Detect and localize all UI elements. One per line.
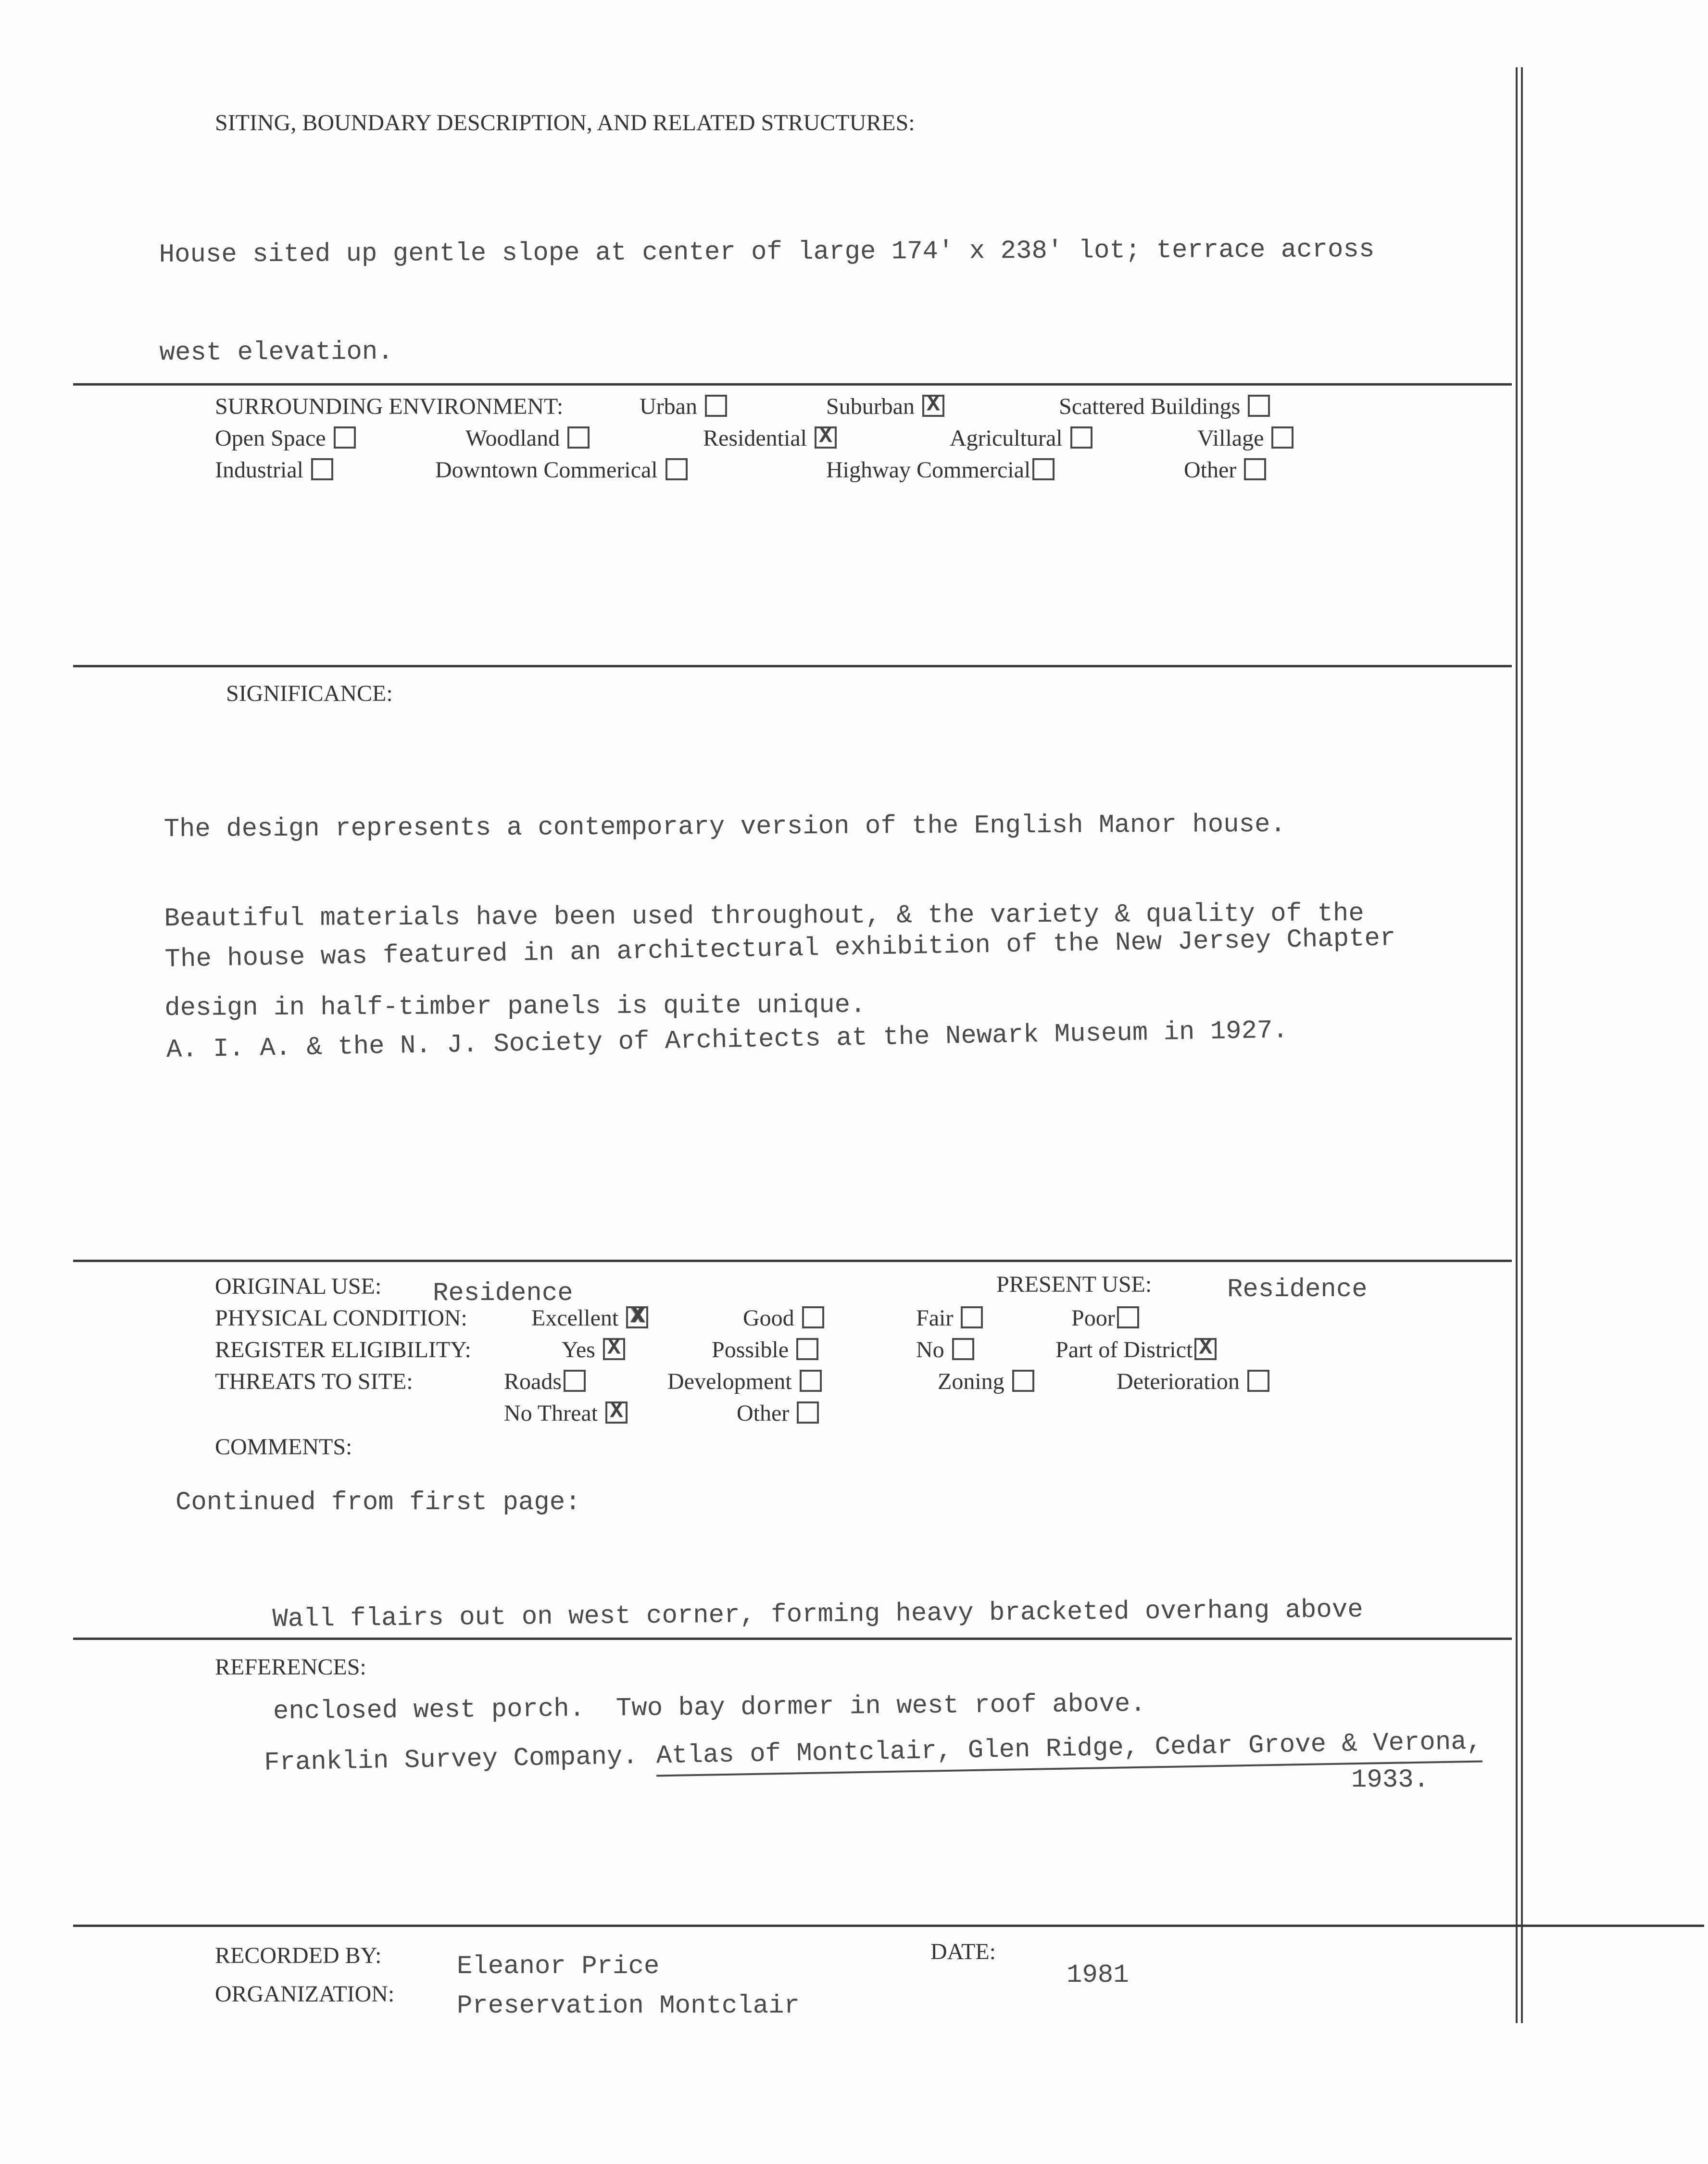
- condition-checkmark-excellent: X: [630, 1303, 644, 1329]
- env-option-suburban: [826, 393, 944, 420]
- recorded-by-value: Eleanor Price: [457, 1952, 660, 1981]
- present-use-label: PRESENT USE:: [996, 1272, 1152, 1297]
- env-checkbox-industrial[interactable]: [311, 458, 333, 480]
- condition-checkbox-poor[interactable]: [1117, 1306, 1139, 1328]
- register-eligibility-label: REGISTER ELIGIBILITY:: [215, 1337, 471, 1363]
- env-checkbox-highway-commercial[interactable]: [1032, 458, 1055, 480]
- eligibility-option-possible: [712, 1337, 818, 1363]
- eligibility-option-possible-label: Possible: [712, 1337, 789, 1363]
- env-option-woodland-label: Woodland: [465, 425, 560, 451]
- section-divider-1: [73, 383, 1512, 386]
- original-use-value: Residence: [433, 1279, 573, 1308]
- eligibility-checkbox-part-of-district[interactable]: [1194, 1335, 1217, 1361]
- condition-option-good: [743, 1305, 824, 1331]
- section-divider-2: [73, 665, 1512, 667]
- comments-line-2: enclosed west porch. Two bay dormer in west roof above.: [273, 1689, 1146, 1726]
- env-option-highway-commercial-label: Highway Commercial: [826, 457, 1031, 483]
- condition-option-fair-label: Fair: [916, 1305, 954, 1331]
- env-checkbox-woodland[interactable]: [567, 426, 590, 449]
- reference-author: Franklin Survey Company.: [264, 1742, 639, 1778]
- env-option-urban: [640, 393, 727, 420]
- env-checkbox-other[interactable]: [1244, 458, 1266, 480]
- env-checkbox-open-space[interactable]: [334, 426, 356, 449]
- eligibility-option-no-label: No: [916, 1337, 944, 1363]
- siting-section-heading: SITING, BOUNDARY DESCRIPTION, AND RELATED STRUCTURES:: [215, 110, 915, 136]
- threat-checkbox-other[interactable]: [797, 1401, 819, 1424]
- condition-option-fair: [916, 1305, 983, 1331]
- threat-checkbox-zoning[interactable]: [1012, 1370, 1034, 1392]
- env-option-woodland: [465, 425, 590, 451]
- condition-option-poor: [1071, 1305, 1139, 1331]
- eligibility-checkmark-yes: X: [607, 1335, 621, 1361]
- significance-paragraph-2: [163, 864, 1398, 1125]
- threat-option-no-threat: [504, 1400, 628, 1426]
- env-option-urban-label: Urban: [640, 394, 697, 419]
- env-option-scattered-buildings-label: Scattered Buildings: [1059, 394, 1241, 419]
- threat-checkbox-development[interactable]: [800, 1370, 822, 1392]
- env-option-suburban-label: Suburban: [826, 394, 915, 419]
- significance-p1-line-2: Beautiful materials have been used throughout, & the variety & quality of the: [164, 899, 1364, 934]
- env-checkbox-agricultural[interactable]: [1070, 426, 1093, 449]
- env-option-other: [1184, 457, 1266, 483]
- condition-checkbox-fair[interactable]: [961, 1306, 983, 1328]
- threat-checkbox-roads[interactable]: [564, 1370, 586, 1392]
- organization-label: ORGANIZATION:: [215, 1981, 395, 2007]
- env-option-open-space: [215, 425, 356, 451]
- threat-checkbox-no-threat[interactable]: [605, 1401, 628, 1424]
- siting-text-line-1: House sited up gentle slope at center of large 174' x 238' lot; terrace across: [159, 235, 1375, 270]
- date-value: 1981: [1067, 1961, 1129, 1990]
- threat-checkmark-no-threat: X: [610, 1399, 623, 1424]
- env-option-open-space-label: Open Space: [215, 425, 326, 451]
- env-option-downtown-commercial: [435, 457, 688, 483]
- env-option-scattered-buildings: [1059, 393, 1270, 420]
- env-option-industrial-label: Industrial: [215, 457, 303, 483]
- significance-p2-line-1: The house was featured in an architectural exhibition of the New Jersey Chapter: [164, 924, 1396, 975]
- env-option-agricultural: [950, 425, 1093, 451]
- reference-title: Atlas of Montclair, Glen Ridge, Cedar Grove & Verona,: [656, 1727, 1482, 1777]
- reference-year: 1933.: [1351, 1765, 1430, 1795]
- env-option-village-label: Village: [1197, 425, 1264, 451]
- env-option-residential-label: Residential: [703, 425, 807, 451]
- condition-option-good-label: Good: [743, 1305, 794, 1331]
- section-divider-3: [73, 1260, 1512, 1262]
- env-option-industrial: [215, 457, 333, 483]
- condition-option-excellent-label: Excellent: [531, 1305, 619, 1331]
- significance-p1-line-3: design in half-timber panels is quite unique.: [164, 990, 866, 1023]
- eligibility-option-no: [916, 1337, 974, 1363]
- date-label: DATE:: [930, 1939, 996, 1964]
- references-heading: REFERENCES:: [215, 1654, 366, 1680]
- siting-text: [159, 172, 1375, 432]
- threat-option-no-threat-label: No Threat: [504, 1401, 598, 1426]
- recorded-by-label: RECORDED BY:: [215, 1943, 382, 1968]
- right-double-rule: [1516, 67, 1523, 2023]
- present-use-value: Residence: [1227, 1275, 1368, 1304]
- env-checkbox-suburban[interactable]: [922, 392, 944, 417]
- threat-option-zoning-label: Zoning: [938, 1369, 1005, 1394]
- eligibility-option-part-of-district-label: Part of District: [1055, 1337, 1193, 1363]
- eligibility-checkbox-yes[interactable]: [603, 1335, 625, 1361]
- env-option-highway-commercial: [826, 457, 1055, 483]
- eligibility-checkmark-part-of-district: X: [1199, 1335, 1213, 1361]
- condition-option-excellent: [531, 1305, 648, 1331]
- comments-line-1: Wall flairs out on west corner, forming heavy bracketed overhang above: [272, 1595, 1363, 1634]
- physical-condition-label: PHYSICAL CONDITION:: [215, 1305, 467, 1331]
- organization-value: Preservation Montclair: [457, 1991, 800, 2021]
- eligibility-option-yes: [562, 1337, 625, 1363]
- env-checkbox-village[interactable]: [1271, 426, 1294, 449]
- threat-option-roads: [504, 1368, 586, 1395]
- eligibility-checkbox-possible[interactable]: [796, 1338, 818, 1360]
- comments-label: COMMENTS:: [215, 1434, 352, 1460]
- significance-heading: SIGNIFICANCE:: [226, 681, 393, 706]
- section-divider-4: [73, 1638, 1512, 1640]
- env-checkmark-suburban: X: [927, 392, 940, 417]
- env-option-village: [1197, 425, 1294, 451]
- significance-p2-line-2: A. I. A. & the N. J. Society of Architects at the Newark Museum in 1927.: [166, 1016, 1289, 1065]
- threat-option-zoning: [938, 1368, 1034, 1395]
- threat-option-development-label: Development: [667, 1369, 792, 1394]
- env-option-downtown-commercial-label: Downtown Commerical: [435, 457, 658, 483]
- condition-checkbox-excellent[interactable]: [626, 1303, 648, 1329]
- siting-text-line-2: west elevation.: [159, 337, 393, 368]
- eligibility-option-yes-label: Yes: [562, 1337, 595, 1363]
- threat-option-development: [667, 1368, 822, 1395]
- env-checkbox-urban[interactable]: [705, 395, 727, 417]
- condition-checkbox-good[interactable]: [802, 1306, 824, 1328]
- original-use-label: ORIGINAL USE:: [215, 1274, 382, 1299]
- eligibility-checkbox-no[interactable]: [952, 1338, 974, 1360]
- significance-p1-line-1: The design represents a contemporary version of the English Manor house.: [163, 810, 1286, 844]
- eligibility-option-part-of-district: [1055, 1337, 1217, 1363]
- env-option-residential: [703, 425, 837, 451]
- surrounding-environment-label: SURROUNDING ENVIRONMENT:: [215, 394, 564, 419]
- comments-intro: Continued from first page:: [176, 1488, 581, 1517]
- env-checkbox-scattered-buildings[interactable]: [1248, 395, 1270, 417]
- threat-option-deterioration: [1117, 1368, 1269, 1395]
- env-checkbox-downtown-commercial[interactable]: [666, 458, 688, 480]
- condition-option-poor-label: Poor: [1071, 1305, 1115, 1331]
- threats-to-site-label: THREATS TO SITE:: [215, 1369, 413, 1394]
- section-divider-5: [73, 1925, 1704, 1927]
- env-option-agricultural-label: Agricultural: [950, 425, 1063, 451]
- env-checkbox-residential[interactable]: [815, 426, 837, 449]
- env-checkmark-residential: X: [819, 424, 832, 449]
- threat-checkbox-deterioration[interactable]: [1247, 1370, 1269, 1392]
- env-option-other-label: Other: [1184, 457, 1237, 483]
- threat-option-other-label: Other: [737, 1401, 790, 1426]
- threat-option-roads-label: Roads: [504, 1369, 562, 1394]
- threat-option-other: [737, 1400, 819, 1426]
- threat-option-deterioration-label: Deterioration: [1117, 1369, 1240, 1394]
